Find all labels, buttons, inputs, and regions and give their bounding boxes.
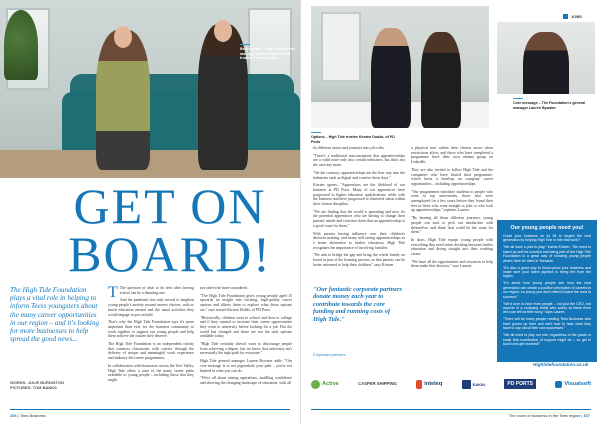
info-box-paragraph: "There will be many people reading Tees Business who have grown up here and we'd love to hear what they have to say about their own successes." [503,317,591,331]
paragraph: "The High Tide Foundation gives young people aged 15 upwards an insight into exciting, high-quality career options and allows them to explore what those options are," says trustee Kirsten Dodds, of PD Ports. [200,293,292,312]
info-box-paragraph: Could your business do its bit to inspire the next generation by helping High Tide in this vital work? [503,234,591,243]
caption-rule [240,44,250,45]
right-column-1 [313,146,405,282]
footer-title: Tees Business [19,413,46,418]
body-column-1 [108,286,194,386]
photo1-caption [311,132,401,144]
logo-active: Active [311,380,339,389]
window [321,12,361,82]
drop-cap: T [108,284,118,301]
paragraph: "We are finding that the world is spreading and now it's the potential apprentices who are having to change their parents' minds and convince them that an apprenticeship is a good route for them." [313,209,405,228]
paragraph: "We're all about raising aspirations, instilling confidence and showing the changing landscape of education, with all [200,376,292,385]
paragraph: "There's a traditional misconception that apprenticeships are a valid route only into certain industries, but that's not the case any more. [313,153,405,168]
paragraph: High Tide general manager Lauren Bywater adds: "Our core message is to not pigeonhole your path – you're not limited in what you can do. [200,359,292,373]
pull-quote: "Our fantastic corporate partners donate money each year to contribute towards the core funding and running costs of High Tide." [313,286,402,323]
active-icon [311,380,320,389]
paragraph [108,284,194,301]
info-box-paragraph: "We all need to play our role, regardless of the grade or small that contribution of support might be – so get in touch and get involved!" [503,333,591,347]
info-box [497,220,597,362]
paragraph: They are also invited to follow High Tide and the companies who have hosted their programme, which hosts a head-up on company career opportunities – including apprenticeships. [411,167,493,186]
visualsoft-icon [555,381,562,388]
credits [10,380,64,390]
sponsor-logos [309,366,593,402]
body-column-2 [200,286,292,389]
info-box-title: Our young people need you! [510,225,584,231]
paragraph: "We have all the opportunities and resources to help them make that decision," says Lauren. [411,259,493,269]
credit-words: WORDS: JULIE BURNISTON [10,380,64,385]
paragraph: And the pandemic has only served to heighten young people's anxiety around careers choices, with so much education missed and the usual activities they would engage in put on hold. [108,298,194,317]
paragraph: its different routes and journeys into job roles. [313,146,385,150]
paragraph: "We aim to bridge the gap and bring the whole family on board as part of the learning process, so that parents can be better informed to help their children," says Kirsten. [313,253,405,267]
paragraph: Kirsten agrees: "Apprentices are the lifeblood of our business at PD Ports. Many of our apprentices have progressed to higher education qualifications while with the business and have progressed to chartered status within their chosen discipline. [313,183,405,207]
face [114,26,132,48]
right-page [300,0,600,424]
section-label: JOBS [571,14,582,19]
floor [0,150,300,178]
info-box-paragraph: "It's also a great way to future-proof your business and make sure your talent pipeline is being fed from the region. [503,265,591,279]
logo-pd-ports: PD PORTS [504,379,536,389]
logo-eakin: EAKIN [462,380,485,389]
paragraph: a physical tour within their chosen sector when restrictions allow, and those who have completed a programme have their own alumni group on LinkedIn. [411,146,493,165]
logo-inteleq: inteleq [416,380,442,389]
paragraph: In collaboration with businesses across the Tees Valley, High Tide offers a taste of the many career paths available to young people – including those that they might [108,363,194,382]
logo-visualsoft: Visualsoft [555,381,591,388]
paragraph: "On the contrary, apprenticeships are the best way into the industries such as digital and creative these days." [313,170,405,180]
paragraph: In short, High Tide equips young people with everything they need when deciding between further education and diving straight into their working career. [411,237,493,257]
photo-kirsten [311,6,489,128]
headline [60,178,280,282]
person-lauren [96,30,150,170]
headline-line2: BOARD! [68,226,272,282]
right-column-2 [411,146,493,362]
page-number: 106 [10,413,17,418]
photo-caption [240,44,296,61]
info-box-paragraph: "We all have a part to play," insists Kirsten. "We need to stand up and be counted and being part of the High Tide Foundation is a great way of showing young people what's here for them in Teesside. [503,245,591,263]
photo-lauren [497,22,595,94]
footer: 106 | Tees Business [10,413,46,418]
info-box-paragraph: "It's about how young people see how the next generation can create a positive perception of careers in our region, so young you don't need to leave the area to succeed." [503,281,591,299]
headline-line1: GET ON [73,178,267,234]
para-text: The question of what to do next after leaving school can be a daunting one. [119,286,194,295]
paragraph: "Historically, children went to school and then to college and if they wanted to increase their career opportunities they went to university before looking for a job. But the world has changed and these are not the only options available today. [200,315,292,339]
logo-casper-shipping: CASPER SHIPPING [358,380,397,386]
caption-text: Options – High Tide trustee Kirsten Dodds, of PD Ports [311,135,395,144]
intro-text: The High Tide Foundation plays a vital role in helping to inform Teess youngsters about the many career opportunities in our region – and it's looking for more businesses to help spread the good news... [10,286,100,344]
footer-title: The voice of business in the Tees region [508,413,581,418]
paragraph: "High Tide certainly doesn't want to discourage people from achieving a degree, but we know that university isn't necessarily the right path for everyone." [200,342,292,356]
caption-text: Bellying nail – High Tide general manager Lauren Bywater and trustee Kirsten Dodds [240,47,296,61]
hero-photo [0,0,300,178]
face [214,20,232,42]
photo2-caption [513,98,593,110]
paragraph: "By hearing all those different journeys, young people can start to pick out similarities with themselves and think 'that could be the route for them'." [411,216,493,235]
person [523,32,569,94]
footer: The voice of business in the Tees region | 107 [508,413,590,418]
paragraph: The High Tide Foundation is an independent charity that connects classrooms with careers through the delivery of unique and meaningful work experience and industry-led career programmes. [108,342,194,361]
paragraph: "Our programmes introduce students to people who went to top universities, those who were unemployed for a few years before they found their feet or those who went straight to jobs or who took up apprenticeships," explains Lauren. [411,189,493,213]
footer-rule [311,409,591,410]
info-box-paragraph: "We'd love to hear from people – not just the CEO, but anyone in a company really who works at these firms who can tell us their story," says Lauren. [503,301,591,315]
caption-text: Core message – The Foundation's general manager Lauren Bywater [513,101,586,110]
credit-pictures: PICTURES: TOM BANKS [10,385,57,390]
person [371,28,411,128]
footer-rule [10,409,290,410]
caption-rule [513,98,523,99]
inteleq-icon [416,380,422,389]
page-number: 107 [583,413,590,418]
pull-quote-source: Corporate partners [313,352,346,357]
eakin-icon [462,380,471,389]
paragraph: not otherwise have considered. [200,286,249,290]
paragraph: That's why the High Tide Foundation says it's more important than ever for the business community to work together to support our young people and help them achieve the futures they deserve. [108,320,194,339]
paragraph: With parents having influence over their children's decision making, and many still seeing apprenticeships as a lesser alternative to further education, High Tide recognises the importance of involving families. [313,231,405,250]
caption-rule [311,132,321,133]
website-link[interactable]: Hightidefoundation.co.uk [533,362,589,367]
right-column-3 [497,146,595,216]
plant [4,10,38,80]
section-marker [563,14,568,19]
person [421,32,461,128]
